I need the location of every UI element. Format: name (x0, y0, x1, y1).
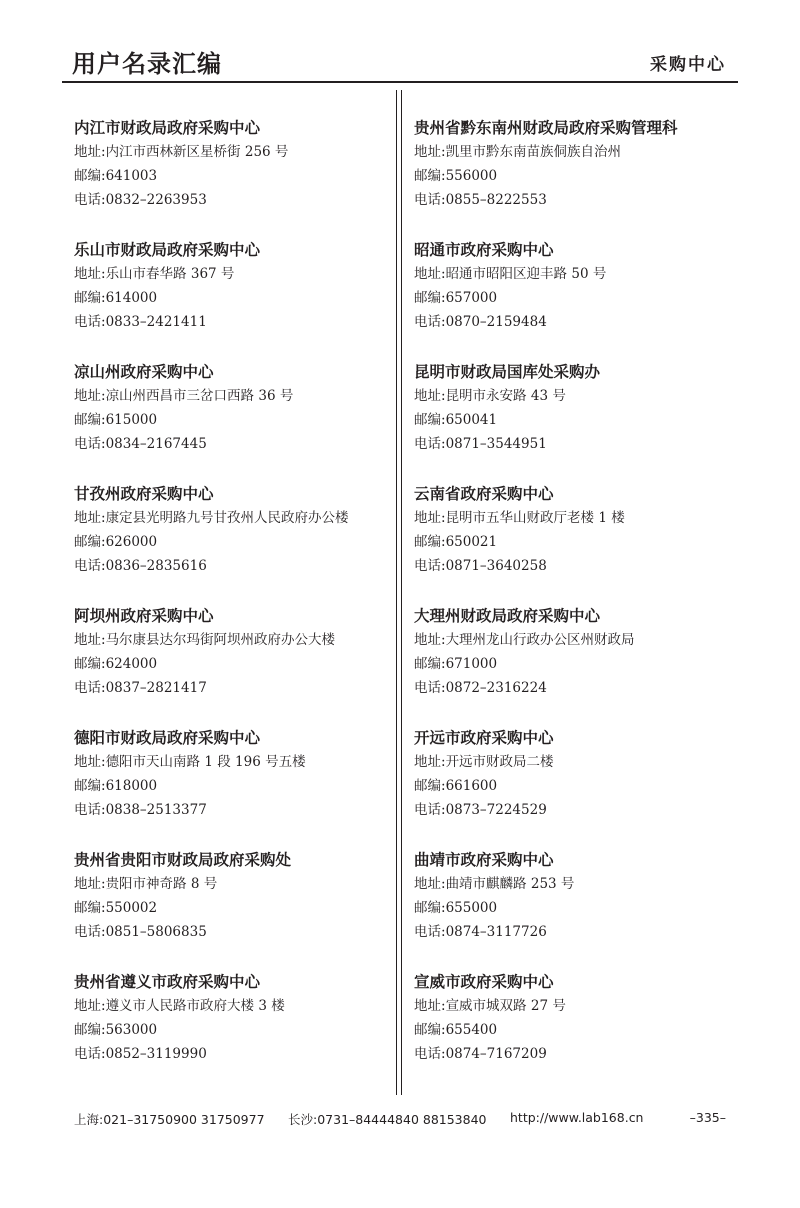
phone-value: 0874–3117726 (445, 924, 547, 940)
postcode-value: 650041 (445, 412, 498, 428)
postcode-value: 655400 (445, 1022, 498, 1038)
address-label: 地址: (74, 144, 106, 160)
phone-value: 0872–2316224 (445, 680, 547, 696)
postcode-label: 邮编: (414, 412, 446, 428)
postcode-value: 671000 (445, 656, 498, 672)
entry-name: 昆明市财政局国库处采购办 (414, 363, 601, 381)
directory-entry (74, 848, 394, 970)
phone-label: 电话: (414, 1046, 446, 1062)
postcode-value: 618000 (105, 778, 158, 794)
postcode-label: 邮编: (414, 168, 446, 184)
phone-value: 0871–3640258 (445, 558, 547, 574)
entry-name: 乐山市财政局政府采购中心 (74, 241, 261, 259)
address-value: 大理州龙山行政办公区州财政局 (445, 632, 635, 648)
footer-shanghai-contact: 上海:021–31750900 31750977 (74, 1112, 265, 1127)
phone-value: 0851–5806835 (105, 924, 207, 940)
postcode-value: 624000 (105, 656, 158, 672)
entry-phone (414, 554, 734, 578)
phone-label: 电话: (74, 436, 106, 452)
postcode-label: 邮编: (414, 656, 446, 672)
entry-name: 贵州省黔东南州财政局政府采购管理科 (414, 119, 678, 137)
directory-entry (414, 604, 734, 726)
entry-phone (74, 798, 394, 822)
entry-postcode (74, 774, 394, 798)
directory-entry (74, 482, 394, 604)
address-value: 昆明市永安路 43 号 (445, 388, 566, 404)
entry-name: 内江市财政局政府采购中心 (74, 119, 261, 137)
entry-phone (74, 1042, 394, 1066)
page-title: 用户名录汇编 (72, 50, 222, 78)
entry-name: 贵州省贵阳市财政局政府采购处 (74, 851, 292, 869)
postcode-label: 邮编: (414, 1022, 446, 1038)
entry-name: 开远市政府采购中心 (414, 729, 554, 747)
phone-value: 0837–2821417 (105, 680, 207, 696)
entry-address (74, 872, 394, 896)
address-value: 乐山市春华路 367 号 (105, 266, 235, 282)
entry-postcode (74, 286, 394, 310)
postcode-value: 614000 (105, 290, 158, 306)
address-value: 德阳市天山南路 1 段 196 号五楼 (105, 754, 306, 770)
directory-entry (414, 848, 734, 970)
entry-phone (414, 432, 734, 456)
address-label: 地址: (414, 388, 446, 404)
postcode-value: 650021 (445, 534, 498, 550)
entry-postcode (74, 896, 394, 920)
directory-entry (414, 482, 734, 604)
address-label: 地址: (74, 388, 106, 404)
entry-postcode (414, 530, 734, 554)
entry-address (74, 384, 394, 408)
entry-phone (414, 676, 734, 700)
entry-phone (414, 1042, 734, 1066)
entry-phone (74, 310, 394, 334)
phone-label: 电话: (414, 680, 446, 696)
footer-changsha-contact: 长沙:0731–84444840 88153840 (288, 1112, 487, 1127)
address-label: 地址: (74, 632, 106, 648)
entry-postcode (414, 164, 734, 188)
phone-value: 0833–2421411 (105, 314, 207, 330)
entry-postcode (414, 286, 734, 310)
directory-entry (414, 360, 734, 482)
entry-name: 凉山州政府采购中心 (74, 363, 214, 381)
right-column (414, 116, 734, 1092)
address-value: 内江市西林新区星桥街 256 号 (105, 144, 289, 160)
address-value: 宣威市城双路 27 号 (445, 998, 566, 1014)
phone-label: 电话: (74, 1046, 106, 1062)
postcode-value: 626000 (105, 534, 158, 550)
address-value: 康定县光明路九号甘孜州人民政府办公楼 (105, 510, 349, 526)
entry-name: 贵州省遵义市政府采购中心 (74, 973, 261, 991)
phone-label: 电话: (74, 314, 106, 330)
entry-address (414, 384, 734, 408)
entry-name: 昭通市政府采购中心 (414, 241, 554, 259)
postcode-label: 邮编: (74, 412, 106, 428)
postcode-label: 邮编: (414, 290, 446, 306)
postcode-label: 邮编: (74, 1022, 106, 1038)
phone-label: 电话: (414, 436, 446, 452)
entry-address (414, 750, 734, 774)
page-number: –335– (689, 1110, 726, 1125)
phone-value: 0852–3119990 (105, 1046, 207, 1062)
directory-entry (74, 604, 394, 726)
postcode-value: 556000 (445, 168, 498, 184)
entry-postcode (414, 896, 734, 920)
address-label: 地址: (74, 754, 106, 770)
phone-value: 0871–3544951 (445, 436, 547, 452)
address-value: 昭通市昭阳区迎丰路 50 号 (445, 266, 607, 282)
entry-address (414, 140, 734, 164)
directory-entry (414, 116, 734, 238)
entry-postcode (74, 1018, 394, 1042)
phone-label: 电话: (74, 924, 106, 940)
address-value: 开远市财政局二楼 (445, 754, 554, 770)
phone-label: 电话: (414, 802, 446, 818)
entry-name: 曲靖市政府采购中心 (414, 851, 554, 869)
entry-postcode (414, 1018, 734, 1042)
directory-entry (74, 360, 394, 482)
phone-value: 0855–8222553 (445, 192, 547, 208)
entry-postcode (414, 408, 734, 432)
entry-phone (414, 920, 734, 944)
entry-phone (74, 676, 394, 700)
address-label: 地址: (74, 266, 106, 282)
phone-value: 0832–2263953 (105, 192, 207, 208)
entry-phone (414, 188, 734, 212)
address-label: 地址: (74, 876, 106, 892)
directory-entry (414, 970, 734, 1092)
directory-entry (414, 238, 734, 360)
entry-phone (74, 188, 394, 212)
directory-entry (74, 726, 394, 848)
directory-entry (74, 116, 394, 238)
postcode-value: 563000 (105, 1022, 158, 1038)
entry-address (74, 506, 394, 530)
phone-label: 电话: (74, 558, 106, 574)
phone-label: 电话: (74, 802, 106, 818)
entry-address (74, 140, 394, 164)
address-value: 曲靖市麒麟路 253 号 (445, 876, 575, 892)
postcode-label: 邮编: (414, 534, 446, 550)
address-label: 地址: (74, 510, 106, 526)
phone-label: 电话: (414, 314, 446, 330)
postcode-label: 邮编: (74, 290, 106, 306)
phone-value: 0874–7167209 (445, 1046, 547, 1062)
entry-postcode (74, 408, 394, 432)
phone-label: 电话: (74, 680, 106, 696)
left-column (74, 116, 394, 1092)
postcode-value: 641003 (105, 168, 158, 184)
postcode-value: 661600 (445, 778, 498, 794)
entry-name: 云南省政府采购中心 (414, 485, 554, 503)
address-label: 地址: (414, 998, 446, 1014)
address-value: 昆明市五华山财政厅老楼 1 楼 (445, 510, 625, 526)
entry-phone (74, 554, 394, 578)
entry-phone (74, 920, 394, 944)
entry-address (74, 262, 394, 286)
section-title: 采购中心 (650, 55, 726, 75)
entry-address (414, 628, 734, 652)
entry-postcode (414, 652, 734, 676)
phone-label: 电话: (414, 558, 446, 574)
address-value: 遵义市人民路市政府大楼 3 楼 (105, 998, 285, 1014)
entry-name: 甘孜州政府采购中心 (74, 485, 214, 503)
phone-value: 0870–2159484 (445, 314, 547, 330)
entry-postcode (74, 164, 394, 188)
column-divider-line (401, 90, 402, 1095)
address-value: 贵阳市神奇路 8 号 (105, 876, 218, 892)
directory-entry (74, 970, 394, 1092)
postcode-label: 邮编: (414, 900, 446, 916)
phone-value: 0836–2835616 (105, 558, 207, 574)
postcode-label: 邮编: (74, 900, 106, 916)
address-value: 凉山州西昌市三岔口西路 36 号 (105, 388, 294, 404)
phone-label: 电话: (414, 192, 446, 208)
phone-value: 0873–7224529 (445, 802, 547, 818)
postcode-value: 615000 (105, 412, 158, 428)
entry-address (74, 994, 394, 1018)
header-rule (62, 81, 738, 83)
entry-address (414, 994, 734, 1018)
postcode-label: 邮编: (74, 778, 106, 794)
entry-name: 德阳市财政局政府采购中心 (74, 729, 261, 747)
address-label: 地址: (414, 876, 446, 892)
address-label: 地址: (414, 754, 446, 770)
postcode-label: 邮编: (74, 656, 106, 672)
entry-phone (414, 310, 734, 334)
entry-postcode (414, 774, 734, 798)
entry-name: 大理州财政局政府采购中心 (414, 607, 601, 625)
entry-address (414, 506, 734, 530)
directory-entry (414, 726, 734, 848)
phone-label: 电话: (414, 924, 446, 940)
address-value: 马尔康县达尔玛街阿坝州政府办公大楼 (105, 632, 336, 648)
postcode-value: 550002 (105, 900, 158, 916)
address-label: 地址: (414, 510, 446, 526)
postcode-value: 655000 (445, 900, 498, 916)
phone-value: 0834–2167445 (105, 436, 207, 452)
entry-address (414, 872, 734, 896)
address-label: 地址: (414, 144, 446, 160)
directory-entry (74, 238, 394, 360)
postcode-label: 邮编: (74, 534, 106, 550)
postcode-label: 邮编: (74, 168, 106, 184)
entry-postcode (74, 652, 394, 676)
address-label: 地址: (74, 998, 106, 1014)
entry-phone (414, 798, 734, 822)
postcode-value: 657000 (445, 290, 498, 306)
address-label: 地址: (414, 266, 446, 282)
column-divider-line (396, 90, 397, 1095)
phone-value: 0838–2513377 (105, 802, 207, 818)
entry-phone (74, 432, 394, 456)
footer-website-link[interactable]: http://www.lab168.cn (510, 1110, 644, 1125)
phone-label: 电话: (74, 192, 106, 208)
entry-address (74, 750, 394, 774)
address-label: 地址: (414, 632, 446, 648)
entry-name: 宣威市政府采购中心 (414, 973, 554, 991)
entry-address (74, 628, 394, 652)
entry-address (414, 262, 734, 286)
address-value: 凯里市黔东南苗族侗族自治州 (445, 144, 622, 160)
postcode-label: 邮编: (414, 778, 446, 794)
entry-name: 阿坝州政府采购中心 (74, 607, 214, 625)
entry-postcode (74, 530, 394, 554)
